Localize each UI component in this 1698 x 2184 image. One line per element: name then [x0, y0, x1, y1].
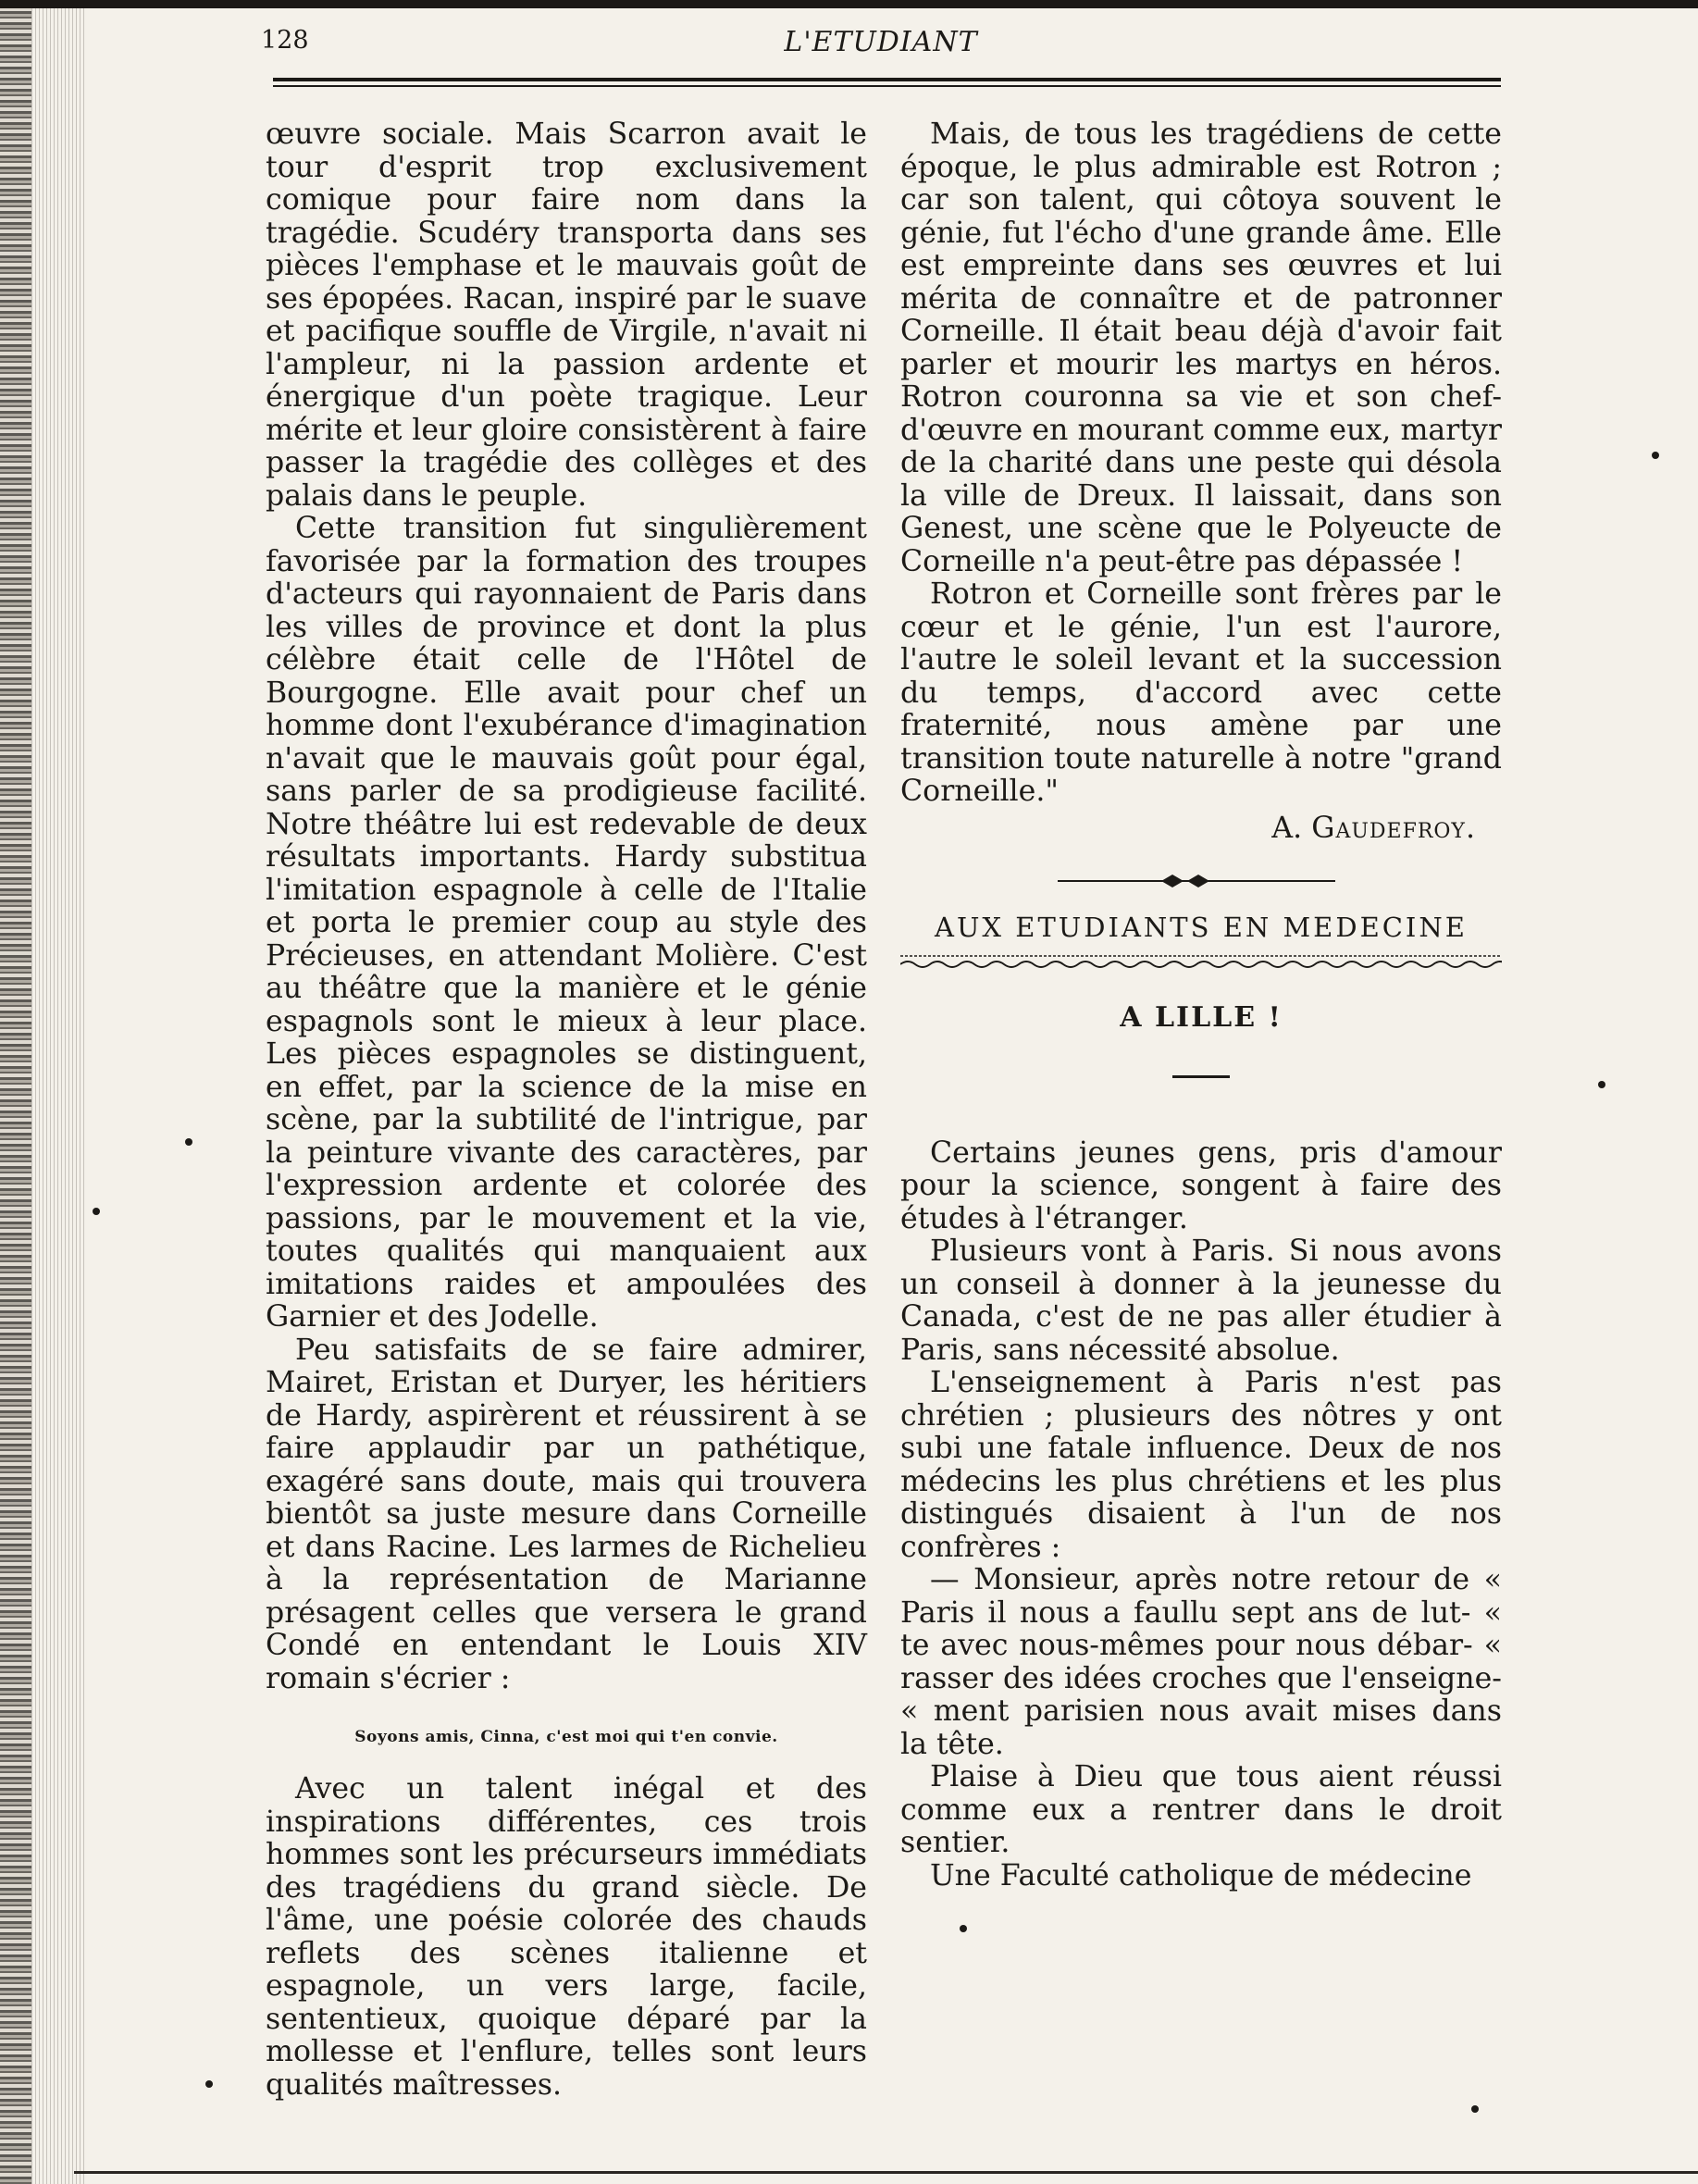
scan-edge-speckle: [31, 0, 87, 2184]
header-rule-thin: [273, 85, 1501, 87]
left-column: [266, 118, 867, 2102]
ink-speck: [93, 1208, 100, 1215]
right-column: [900, 118, 1502, 1892]
paragraph: L'enseignement à Paris n'est pas chrétien ; plusieurs des nôtres y ont subi une fatale influence. Deux de nos médecins les plus chrétiens et les plus distingués disaient à l'un de nos confrères :: [900, 1366, 1502, 1564]
article-title: A LILLE !: [1120, 1001, 1283, 1034]
section-ornament: [900, 865, 1502, 900]
ink-speck: [205, 2080, 213, 2088]
paragraph: œuvre sociale. Mais Scarron avait le tour d'esprit trop exclusivement comique pour faire nom dans la tragédie. Scudéry transporta dans ses pièces l'emphase et le mauvais goût de ses épopées. Racan, inspiré par le suave et pacifique souffle de Virgile, n'avait ni l'ampleur, ni la passion ardente et énergique d'un poète tragique. Leur mérite et leur gloire consistèrent à faire passer la tragédie des collèges et des palais dans le peuple.: [266, 118, 867, 513]
bottom-scan-border: [74, 2171, 1698, 2174]
scan-edge-shadow: [0, 0, 31, 2184]
paragraph: Cette transition fut singulièrement favorisée par la formation des troupes d'acteurs qui rayonnaient de Paris dans les villes de province et dont la plus célèbre était celle de l'Hôtel de Bourgogne. Elle avait pour chef un homme dont l'exubérance d'imagination n'avait que le mauvais goût pour égal, sans parler de sa prodigieuse facilité. Notre théâtre lui est redevable de deux résultats importants. Hardy substitua l'imitation espagnole à celle de l'Italie et porta le premier coup au style des Précieuses, en attendant Molière. C'est au théâtre que la manière et le génie espagnols sont le mieux à leur place. Les pièces espagnoles se distinguent, en effet, par la science de la mise en scène, par la subtilité de l'intrigue, par la peinture vivante des caractères, par l'expression ardente et colorée des passions, par le mouvement et la vie, toutes qualités qui manquaient aux imitations raides et ampoulées des Garnier et des Jodelle.: [266, 512, 867, 1334]
paragraph: Peu satisfaits de se faire admirer, Mairet, Eristan et Duryer, les héritiers de Hardy, aspirèrent et réussirent à se faire applaudir par un pathétique, exagéré sans doute, mais qui trouvera bientôt sa juste mesure dans Corneille et dans Racine. Les larmes de Richelieu à la représentation de Marianne présagent celles que versera le grand Condé en entendant le Louis XIV romain s'écrier :: [266, 1333, 867, 1695]
ink-speck: [1598, 1081, 1605, 1088]
paragraph: Mais, de tous les tragédiens de cette époque, le plus admirable est Rotron ; car son talent, qui côtoya souvent le génie, fut l'écho d'une grande âme. Elle est empreinte dans ses œuvres et lui mérita de connaître et de patronner Corneille. Il était beau déjà d'avoir fait parler et mourir les martys en héros. Rotron couronna sa vie et son chef-d'œuvre en mourant comme eux, martyr de la charité dans une peste qui désola la ville de Dreux. Il laissait, dans son Genest, une scène que le Polyeucte de Corneille n'a peut-être pas dépassée !: [900, 118, 1502, 578]
section-heading: AUX ETUDIANTS EN MEDECINE: [935, 912, 1468, 943]
ink-speck: [960, 1925, 967, 1932]
ink-speck: [185, 1138, 192, 1146]
wavy-divider: [900, 953, 1502, 970]
title-rule: [1172, 1075, 1230, 1078]
page-header: [261, 26, 1501, 67]
paragraph: Certains jeunes gens, pris d'amour pour la science, songent à faire des études à l'étranger.: [900, 1135, 1502, 1235]
paragraph: Avec un talent inégal et des inspirations différentes, ces trois hommes sont les précurseurs immédiats des tragédiens du grand siècle. De l'âme, une poésie colorée des chauds reflets des scènes italienne et espagnole, un vers large, facile, sententieux, quoique déparé par la mollesse et l'enflure, telles sont leurs qualités maîtresses.: [266, 1772, 867, 2102]
ink-speck: [1471, 2105, 1479, 2113]
paragraph: Rotron et Corneille sont frères par le cœur et le génie, l'un est l'aurore, l'autre le soleil levant et la succession du temps, d'accord avec cette fraternité, nous amène par une transition toute naturelle à notre "grand Corneille.": [900, 577, 1502, 808]
quoted-speech: — Monsieur, après notre retour de « Paris il nous a faullu sept ans de lut- « te avec nous-mêmes pour nous débar- « rasser des idées croches que l'enseigne- « ment parisien nous avait mises dans la tête.: [900, 1563, 1502, 1761]
paragraph: Plaise à Dieu que tous aient réussi comme eux a rentrer dans le droit sentier.: [900, 1760, 1502, 1859]
signature-name: Gaudefroy.: [1311, 811, 1476, 845]
running-title: L'ETUDIANT: [784, 26, 978, 58]
verse-quote: Soyons amis, Cinna, c'est moi qui t'en convie.: [354, 1728, 778, 1746]
paragraph: Plusieurs vont à Paris. Si nous avons un conseil à donner à la jeunesse du Canada, c'est de ne pas aller étudier à Paris, sans nécessité absolue.: [900, 1235, 1502, 1367]
header-rule-thick: [273, 78, 1501, 81]
ornament-rule-icon: [1058, 871, 1335, 891]
page-number: 128: [261, 26, 309, 55]
author-signature: [900, 813, 1502, 846]
ink-speck: [1652, 452, 1659, 459]
signature-initial: A.: [1271, 811, 1303, 845]
paragraph: Une Faculté catholique de médecine: [930, 1858, 1472, 1892]
top-scan-border: [0, 0, 1698, 8]
